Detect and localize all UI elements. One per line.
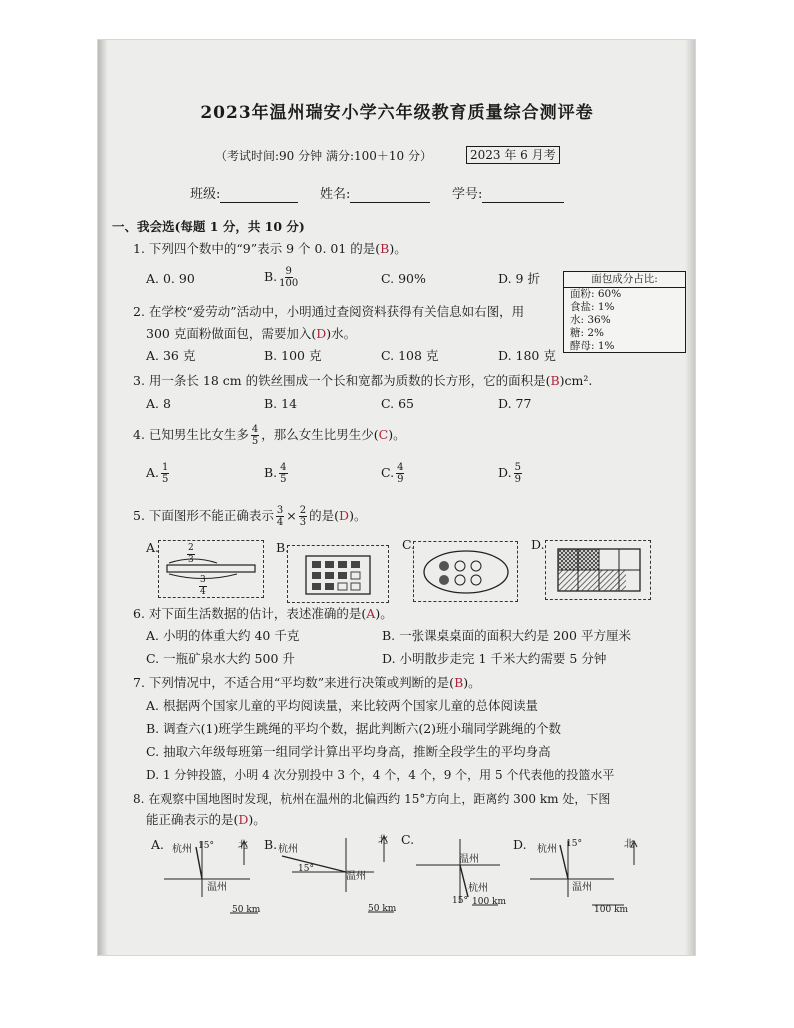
q1-answer: B: [380, 241, 390, 256]
q8-d-scale: 100 km: [594, 905, 629, 915]
q8-d-north: 北: [624, 839, 634, 850]
q5-stem: 5. 下面图形不能正确表示 $\frac{3}{4}$ × $\frac{2}{3}$ 的是(D)。: [133, 505, 367, 528]
q1-option-a: A. 0. 90: [146, 271, 195, 286]
id-label: 学号:: [452, 187, 483, 202]
q5-figure-d: [545, 540, 651, 600]
bread-row: 食盐: 1%: [570, 301, 615, 313]
q5-figure-c: [413, 541, 518, 602]
q3-stem: 3. 用一条长 18 cm 的铁丝围成一个长和宽都为质数的长方形，它的面积是(B)cm².: [133, 373, 593, 388]
q8-c-degree: 15°: [452, 896, 468, 906]
q4-option-d: D. $\frac{5}{9}$: [498, 462, 521, 485]
bread-row: 面粉: 60%: [570, 288, 622, 300]
q8-option-c-label: C.: [401, 832, 415, 847]
q1-option-c: C. 90%: [381, 271, 426, 286]
q7-option-b: B. 调查六(1)班学生跳绳的平均个数，据此判断六(2)班小瑞同学跳绳的个数: [146, 721, 562, 736]
q5-answer: D: [339, 508, 350, 523]
q6-option-c: C. 一瓶矿泉水大约 500 升: [146, 651, 295, 666]
q8-a-north: 北: [238, 840, 248, 851]
q6-option-d: D. 小明散步走完 1 千米大约需要 5 分钟: [382, 651, 607, 666]
q3-option-d: D. 77: [498, 396, 532, 411]
q4-stem: 4. 已知男生比女生多 $\frac{4}{5}$ ，那么女生比男生少(C)。: [133, 424, 406, 447]
q5-option-a-label: A.: [146, 540, 160, 555]
q8-figure-c: [414, 835, 524, 915]
q5-a-top-fraction: $\frac{2}{3}$: [188, 543, 194, 565]
q8-b-wenzhou: 温州: [346, 871, 366, 882]
q3-answer: B: [550, 373, 560, 388]
q8-c-wenzhou: 温州: [459, 854, 479, 865]
name-blank[interactable]: [350, 190, 430, 203]
q8-b-degree: 15°: [298, 864, 314, 874]
class-field[interactable]: [190, 187, 298, 203]
q6-stem: 6. 对下面生活数据的估计，表述准确的是(A)。: [133, 606, 393, 621]
paper-shadow-left: [98, 40, 108, 955]
bread-row: 糖: 2%: [570, 327, 605, 339]
q5-figure-b: [287, 545, 389, 603]
id-field[interactable]: [452, 187, 564, 203]
q7-option-c: C. 抽取六年级每班第一组同学计算出平均身高，推断全段学生的平均身高: [146, 744, 551, 759]
q8-option-d-label: D.: [513, 837, 527, 852]
bread-ingredient-table: [563, 271, 686, 353]
q4-option-c: C. $\frac{4}{9}$: [381, 462, 404, 485]
page-title: 2023年温州瑞安小学六年级教育质量综合测评卷: [200, 103, 594, 123]
q8-b-hangzhou: 杭州: [278, 844, 298, 855]
q4-option-a: A. $\frac{1}{5}$: [146, 462, 169, 485]
q4-option-b: B. $\frac{4}{5}$: [264, 462, 287, 485]
q8-a-scale: 50 km: [232, 905, 261, 915]
section-title: 一、我会选(每题 1 分，共 10 分): [112, 219, 305, 234]
q8-a-degree: 15°: [198, 841, 214, 851]
q2-option-b: B. 100 克: [264, 348, 322, 363]
q1-option-b: B. $\frac{9}{100}$: [264, 266, 299, 289]
q7-option-a: A. 根据两个国家儿童的平均阅读量，来比较两个国家儿童的总体阅读量: [146, 698, 538, 713]
q8-c-hangzhou: 杭州: [468, 883, 488, 894]
q8-d-wenzhou: 温州: [572, 882, 592, 893]
q2-answer: D: [316, 326, 327, 341]
q2-stem-line2: 300 克面粉做面包，需要加入(D)水。: [146, 326, 357, 341]
q3-option-b: B. 14: [264, 396, 298, 411]
id-blank[interactable]: [482, 190, 564, 203]
q8-d-hangzhou: 杭州: [537, 844, 557, 855]
bread-table-title: 面包成分占比:: [564, 272, 685, 288]
q5-option-c-label: C.: [402, 537, 416, 552]
q7-answer: B: [454, 675, 464, 690]
q7-option-d: D. 1 分钟投篮，小明 4 次分别投中 3 个，4 个，4 个，9 个，用 5 个代表他的投篮水平: [146, 768, 615, 782]
bread-row: 酵母: 1%: [570, 340, 615, 352]
q3-option-c: C. 65: [381, 396, 414, 411]
q8-answer: D: [238, 812, 249, 827]
date-box: 2023 年 6 月考: [466, 146, 560, 164]
q2-option-a: A. 36 克: [146, 348, 196, 363]
name-field[interactable]: [320, 187, 430, 203]
q4-answer: C: [378, 427, 389, 442]
q8-b-scale: 50 km: [368, 904, 397, 914]
q5-option-d-label: D.: [531, 537, 545, 552]
exam-info: （考试时间:90 分钟 满分:100＋10 分）: [215, 149, 432, 163]
q2-option-d: D. 180 克: [498, 348, 556, 363]
q6-answer: A: [366, 606, 376, 621]
q8-d-degree: 15°: [566, 839, 582, 849]
bread-row: 水: 36%: [570, 314, 611, 326]
q5-option-b-label: B.: [276, 540, 290, 555]
q2-option-c: C. 108 克: [381, 348, 439, 363]
q8-stem-line2: 能正确表示的是(D)。: [146, 812, 266, 827]
q1-stem: 1. 下列四个数中的“9”表示 9 个 0. 01 的是(B)。: [133, 241, 407, 256]
q7-stem: 7. 下列情况中，不适合用“平均数”来进行决策或判断的是(B)。: [133, 675, 481, 690]
q2-stem-line1: 2. 在学校“爱劳动”活动中，小明通过查阅资料获得有关信息如右图，用: [133, 304, 525, 319]
q8-c-scale: 100 km: [472, 897, 507, 907]
q5-figure-a: [158, 540, 264, 598]
q6-option-b: B. 一张课桌桌面的面积大约是 200 平方厘米: [382, 628, 631, 643]
q8-b-north: 北: [378, 835, 388, 846]
q3-option-a: A. 8: [146, 396, 171, 411]
q8-option-a-label: A.: [151, 837, 165, 852]
q8-a-hangzhou: 杭州: [172, 844, 192, 855]
paper-shadow-right: [685, 40, 695, 955]
class-blank[interactable]: [220, 190, 298, 203]
q8-a-wenzhou: 温州: [207, 882, 227, 893]
q8-stem-line1: 8. 在观察中国地图时发现，杭州在温州的北偏西约 15°方向上，距离约 300 km 处，下图: [133, 792, 611, 806]
q6-option-a: A. 小明的体重大约 40 千克: [146, 628, 300, 643]
q5-a-bottom-fraction: $\frac{3}{4}$: [200, 575, 206, 597]
q1-option-d: D. 9 折: [498, 271, 540, 286]
class-label: 班级:: [190, 187, 221, 202]
name-label: 姓名:: [320, 187, 351, 202]
q8-option-b-label: B.: [264, 837, 278, 852]
